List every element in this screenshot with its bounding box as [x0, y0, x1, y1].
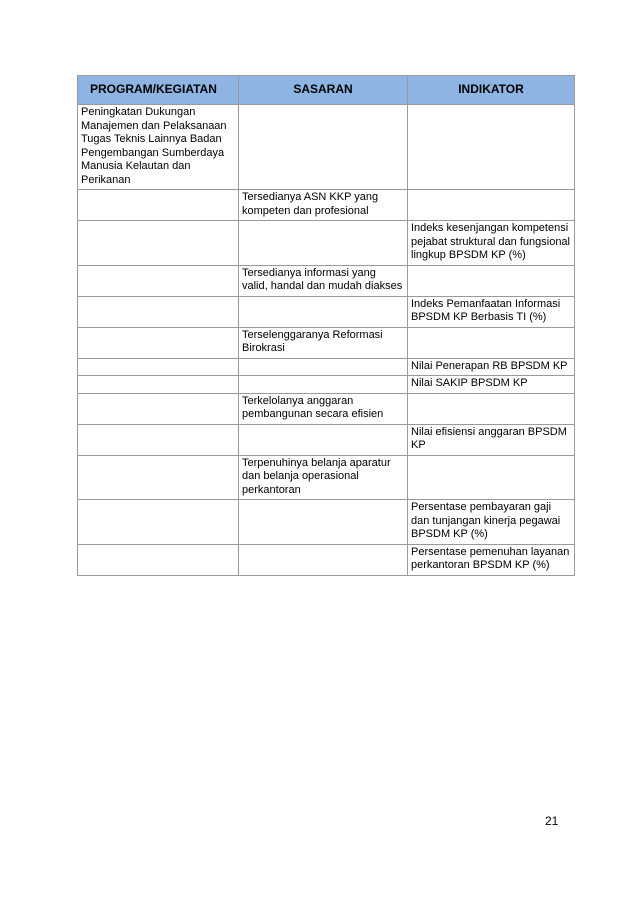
header-program: PROGRAM/KEGIATAN [78, 76, 239, 105]
header-indikator: INDIKATOR [408, 76, 575, 105]
table-row [78, 296, 575, 327]
cell-sasaran [239, 424, 408, 455]
cell-indikator: Indeks kesenjangan kompetensi pejabat struktural dan fungsional lingkup BPSDM KP (%) [408, 221, 575, 266]
cell-program [78, 358, 239, 376]
cell-program [78, 296, 239, 327]
table-header-row [78, 76, 575, 105]
cell-program [78, 500, 239, 545]
cell-program [78, 393, 239, 424]
cell-sasaran: Terkelolanya anggaran pembangunan secara efisien [239, 393, 408, 424]
cell-sasaran: Terpenuhinya belanja aparatur dan belanja operasional perkantoran [239, 455, 408, 500]
cell-indikator [408, 105, 575, 190]
table-row [78, 424, 575, 455]
cell-sasaran [239, 296, 408, 327]
cell-program [78, 376, 239, 394]
cell-indikator: Nilai Penerapan RB BPSDM KP [408, 358, 575, 376]
cell-indikator [408, 393, 575, 424]
cell-indikator: Persentase pemenuhan layanan perkantoran BPSDM KP (%) [408, 544, 575, 575]
cell-sasaran [239, 358, 408, 376]
cell-sasaran [239, 500, 408, 545]
cell-program [78, 221, 239, 266]
cell-program [78, 327, 239, 358]
table-row [78, 393, 575, 424]
table-row [78, 221, 575, 266]
table-row [78, 327, 575, 358]
cell-indikator: Nilai SAKIP BPSDM KP [408, 376, 575, 394]
cell-program [78, 544, 239, 575]
cell-indikator [408, 327, 575, 358]
program-table [77, 75, 575, 576]
table-row [78, 358, 575, 376]
cell-sasaran: Terselenggaranya Reformasi Birokrasi [239, 327, 408, 358]
cell-sasaran [239, 544, 408, 575]
table-row [78, 544, 575, 575]
cell-indikator: Indeks Pemanfaatan Informasi BPSDM KP Berbasis TI (%) [408, 296, 575, 327]
header-sasaran: SASARAN [239, 76, 408, 105]
cell-sasaran: Tersedianya ASN KKP yang kompeten dan profesional [239, 190, 408, 221]
cell-program: Peningkatan Dukungan Manajemen dan Pelaksanaan Tugas Teknis Lainnya Badan Pengembangan Sumberdaya Manusia Kelautan dan Perikanan [78, 105, 239, 190]
cell-sasaran [239, 105, 408, 190]
cell-program [78, 455, 239, 500]
table-row [78, 265, 575, 296]
cell-indikator [408, 455, 575, 500]
table-row [78, 376, 575, 394]
cell-sasaran [239, 221, 408, 266]
cell-program [78, 424, 239, 455]
cell-indikator: Nilai efisiensi anggaran BPSDM KP [408, 424, 575, 455]
table-row [78, 105, 575, 190]
cell-indikator: Persentase pembayaran gaji dan tunjangan kinerja pegawai BPSDM KP (%) [408, 500, 575, 545]
cell-sasaran [239, 376, 408, 394]
cell-program [78, 265, 239, 296]
cell-indikator [408, 190, 575, 221]
cell-sasaran: Tersedianya informasi yang valid, handal dan mudah diakses [239, 265, 408, 296]
table-row [78, 190, 575, 221]
cell-indikator [408, 265, 575, 296]
page-number: 21 [545, 814, 559, 828]
table-row [78, 455, 575, 500]
cell-program [78, 190, 239, 221]
table-row [78, 500, 575, 545]
